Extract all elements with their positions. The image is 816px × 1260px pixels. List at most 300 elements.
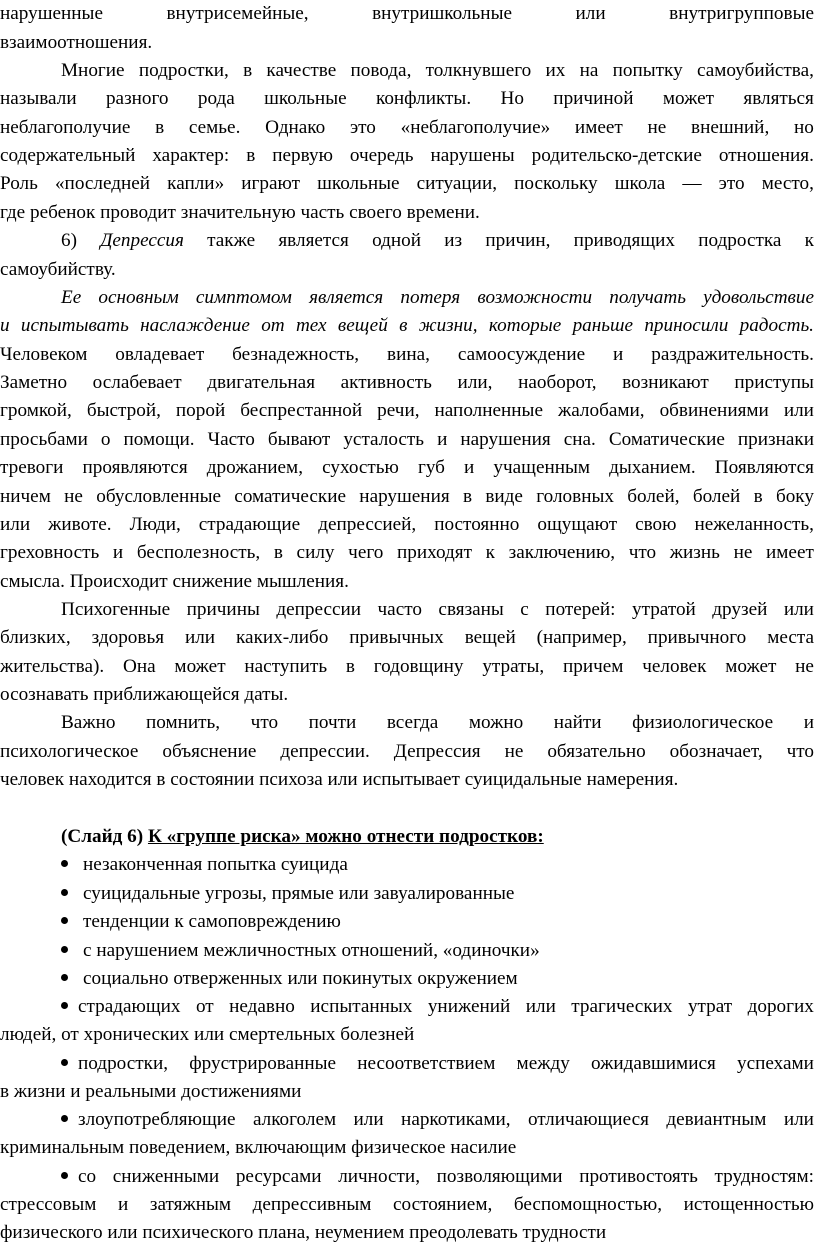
word: наступить bbox=[244, 656, 328, 677]
word: что bbox=[250, 712, 279, 733]
word: всегда bbox=[386, 712, 439, 733]
list-item bbox=[61, 851, 816, 879]
word: причиной bbox=[553, 88, 634, 109]
word: противостоять bbox=[579, 1166, 698, 1187]
word: одной bbox=[372, 230, 422, 251]
body-text-line bbox=[0, 426, 814, 454]
word: или bbox=[184, 627, 216, 648]
word: может bbox=[174, 656, 226, 677]
list-item bbox=[61, 1106, 814, 1134]
word: толкнувшего bbox=[425, 60, 532, 81]
word: или bbox=[575, 3, 606, 24]
list-item-text: суицидальные угрозы, прямые или завуалированные bbox=[83, 883, 515, 904]
word: или bbox=[783, 1109, 814, 1130]
word: рода bbox=[197, 88, 235, 109]
word: причины bbox=[186, 599, 260, 620]
word: подростка bbox=[698, 230, 782, 251]
bullet-icon bbox=[61, 917, 68, 924]
word: безнадежность, bbox=[232, 344, 360, 365]
list-item-text: людей, от хронических или смертельных болезней bbox=[0, 1024, 415, 1045]
word: состоянием, bbox=[392, 1194, 493, 1215]
word: испытывать bbox=[20, 315, 129, 336]
word: имеет bbox=[766, 542, 814, 563]
word: часто bbox=[377, 599, 422, 620]
body-text-line bbox=[0, 568, 816, 596]
word: фрустрированные bbox=[189, 1053, 337, 1074]
word: дыханием. bbox=[609, 457, 696, 478]
word: проявляются bbox=[82, 457, 188, 478]
word: виде bbox=[485, 486, 523, 507]
word: разного bbox=[105, 88, 169, 109]
word: это bbox=[349, 117, 376, 138]
word: ситуации, bbox=[416, 173, 498, 194]
word: каких-либо bbox=[236, 627, 329, 648]
word: (например, bbox=[536, 627, 627, 648]
word: греховность bbox=[0, 542, 100, 563]
word: сухостью bbox=[322, 457, 399, 478]
word: истощенностью bbox=[683, 1194, 814, 1215]
word: от bbox=[195, 996, 214, 1017]
body-text: самоубийству. bbox=[0, 259, 116, 280]
list-item-text: физического или психического плана, неумением преодолевать трудности bbox=[0, 1222, 607, 1243]
body-text-line bbox=[0, 511, 814, 539]
word: силу bbox=[296, 542, 335, 563]
word: Заметно bbox=[0, 372, 68, 393]
body-text: осознавать приближающейся даты. bbox=[0, 684, 289, 705]
word: бесполезность, bbox=[136, 542, 261, 563]
body-text-line bbox=[0, 483, 814, 511]
word: Психогенные bbox=[61, 599, 171, 620]
word: в bbox=[273, 542, 283, 563]
word: школьные bbox=[317, 173, 400, 194]
word: раньше bbox=[572, 315, 634, 336]
word: учащенным bbox=[493, 457, 591, 478]
word: ожидавшимися bbox=[591, 1053, 716, 1074]
word: в bbox=[243, 60, 253, 81]
word: не bbox=[64, 486, 83, 507]
word: повода, bbox=[350, 60, 412, 81]
word: места bbox=[767, 627, 814, 648]
word: годовщину bbox=[373, 656, 464, 677]
word: которые bbox=[488, 315, 562, 336]
word: близких, bbox=[0, 627, 71, 648]
bullet-icon bbox=[61, 1172, 68, 1179]
word: называли bbox=[0, 88, 77, 109]
word: приходят bbox=[396, 542, 472, 563]
word: из bbox=[444, 230, 463, 251]
word: активность bbox=[340, 372, 432, 393]
list-item bbox=[61, 1163, 814, 1191]
word: семье. bbox=[188, 117, 241, 138]
body-text-line bbox=[0, 624, 814, 652]
word: подростки, bbox=[138, 60, 229, 81]
word: вещей bbox=[464, 627, 516, 648]
list-item bbox=[61, 993, 814, 1021]
word: является bbox=[278, 230, 349, 251]
list-item-continuation bbox=[0, 1191, 814, 1219]
body-text-line bbox=[0, 397, 814, 425]
word: девиантным bbox=[666, 1109, 767, 1130]
word: с bbox=[520, 599, 529, 620]
word: быстрой, bbox=[86, 400, 161, 421]
word: почти bbox=[308, 712, 357, 733]
body-text-line bbox=[0, 114, 814, 142]
word: возможности bbox=[477, 287, 593, 308]
word: возникают bbox=[622, 372, 709, 393]
word: или bbox=[525, 996, 556, 1017]
word: от bbox=[261, 315, 285, 336]
word: и bbox=[437, 429, 448, 450]
word: и bbox=[464, 457, 475, 478]
word: первую bbox=[272, 145, 333, 166]
word: ослабевает bbox=[92, 372, 182, 393]
list-item-continuation bbox=[0, 1134, 816, 1162]
word: что bbox=[628, 542, 657, 563]
word: дорогих bbox=[747, 996, 814, 1017]
word: внутришкольные bbox=[372, 3, 512, 24]
list-item bbox=[61, 908, 816, 936]
word: в bbox=[246, 145, 256, 166]
word: отношения. bbox=[718, 145, 814, 166]
word: в bbox=[462, 486, 473, 507]
word: депрессии bbox=[276, 599, 362, 620]
word: трудностям: bbox=[714, 1166, 814, 1187]
word: самоубийства, bbox=[696, 60, 814, 81]
list-item bbox=[61, 1050, 814, 1078]
word: качестве bbox=[266, 60, 337, 81]
word: губ bbox=[417, 457, 445, 478]
word: внутригрупповые bbox=[669, 3, 814, 24]
word: беспомощностью, bbox=[513, 1194, 663, 1215]
word: вина, bbox=[387, 344, 430, 365]
word: утрат bbox=[687, 996, 733, 1017]
word: может bbox=[662, 88, 715, 109]
word: неблагополучие bbox=[0, 117, 131, 138]
word: может bbox=[725, 656, 777, 677]
word: это bbox=[718, 173, 745, 194]
word: физиологическое bbox=[632, 712, 774, 733]
word: жизни, bbox=[418, 315, 478, 336]
word: утратой bbox=[632, 599, 696, 620]
bullet-icon bbox=[61, 860, 68, 867]
word: тревоги bbox=[0, 457, 64, 478]
word: алкоголем bbox=[252, 1109, 337, 1130]
word: в bbox=[399, 315, 408, 336]
word: помощи. bbox=[123, 429, 195, 450]
word: их bbox=[545, 60, 566, 81]
word: являться bbox=[743, 88, 814, 109]
word: «неблагополучие» bbox=[400, 117, 551, 138]
word: Появляются bbox=[714, 457, 814, 478]
bullet-icon bbox=[61, 1115, 68, 1122]
word: обусловленные bbox=[96, 486, 221, 507]
slide-label: (Слайд 6) bbox=[61, 826, 148, 847]
word: к bbox=[804, 230, 814, 251]
word: не bbox=[647, 117, 667, 138]
body-text: где ребенок проводит значительную часть своего времени. bbox=[0, 202, 480, 223]
word: — bbox=[682, 173, 702, 194]
word: можно bbox=[468, 712, 524, 733]
word: и bbox=[118, 1194, 129, 1215]
word: наслаждение bbox=[140, 315, 250, 336]
word: страдающие bbox=[198, 514, 301, 535]
body-text-line bbox=[61, 596, 814, 624]
word: Ее bbox=[61, 287, 82, 308]
word: речи, bbox=[377, 400, 420, 421]
word: нарушенные bbox=[0, 3, 103, 24]
word: получать bbox=[609, 287, 686, 308]
word: объяснение bbox=[162, 741, 257, 762]
body-text-line bbox=[61, 284, 814, 312]
word: успехами bbox=[737, 1053, 814, 1074]
word: заключению, bbox=[508, 542, 616, 563]
word: утраты, bbox=[482, 656, 545, 677]
list-item-text: в жизни и реальными достижениями bbox=[0, 1081, 302, 1102]
body-text-line bbox=[61, 57, 814, 85]
word: жизнь bbox=[669, 542, 720, 563]
word: чего bbox=[348, 542, 384, 563]
word: соматические bbox=[234, 486, 346, 507]
word: человек bbox=[642, 656, 707, 677]
word: в bbox=[753, 486, 763, 507]
word: связаны bbox=[438, 599, 504, 620]
word: нарушены bbox=[430, 145, 515, 166]
word: Но bbox=[500, 88, 524, 109]
body-text-line bbox=[0, 454, 814, 482]
body-text-line bbox=[0, 29, 816, 57]
word: приводящих bbox=[573, 230, 675, 251]
list-item-text: с нарушением межличностных отношений, «одиночки» bbox=[83, 940, 540, 961]
list-item bbox=[61, 880, 816, 908]
word: сна. bbox=[563, 429, 596, 450]
body-text-line bbox=[0, 170, 814, 198]
word: потеря bbox=[400, 287, 461, 308]
word: наоборот, bbox=[518, 372, 597, 393]
word: между bbox=[516, 1053, 570, 1074]
bullet-icon bbox=[61, 946, 68, 953]
word: головных bbox=[536, 486, 614, 507]
list-item bbox=[61, 965, 816, 993]
word: нарушения bbox=[460, 429, 551, 450]
word: двигательная bbox=[207, 372, 316, 393]
word: ресурсами bbox=[235, 1166, 322, 1187]
word: жалобами, bbox=[557, 400, 645, 421]
word: в bbox=[155, 117, 165, 138]
word: симптомом bbox=[195, 287, 292, 308]
word: усталость bbox=[343, 429, 425, 450]
word: Часто bbox=[207, 429, 255, 450]
word: раздражительность. bbox=[651, 344, 814, 365]
word: также bbox=[207, 230, 256, 251]
word: причин, bbox=[485, 230, 551, 251]
word: затяжным bbox=[149, 1194, 232, 1215]
word: ничем bbox=[0, 486, 51, 507]
word: или bbox=[0, 514, 31, 535]
word: к bbox=[485, 542, 495, 563]
word: место, bbox=[761, 173, 814, 194]
word: Человеком bbox=[0, 344, 88, 365]
word: не bbox=[504, 741, 524, 762]
word: имеет bbox=[574, 117, 623, 138]
word: о bbox=[100, 429, 111, 450]
list-item-text: криминальным поведением, включающим физическое насилие bbox=[0, 1137, 517, 1158]
word: или bbox=[783, 400, 814, 421]
body-text-line bbox=[0, 681, 816, 709]
word: отличающиеся bbox=[527, 1109, 649, 1130]
word: депрессией, bbox=[318, 514, 417, 535]
word: но bbox=[794, 117, 814, 138]
list-item-text: незаконченная попытка суицида bbox=[83, 854, 348, 875]
word: Депрессия bbox=[393, 741, 481, 762]
word: подростки, bbox=[78, 1053, 169, 1074]
word: постоянно bbox=[434, 514, 520, 535]
word: Люди, bbox=[129, 514, 181, 535]
word: приносили bbox=[644, 315, 729, 336]
word: просьбами bbox=[0, 429, 88, 450]
body-text-line bbox=[0, 142, 814, 170]
word: удовольствие bbox=[703, 287, 814, 308]
body-text-line bbox=[0, 341, 814, 369]
word: стрессовым bbox=[0, 1194, 97, 1215]
word: радость. bbox=[739, 315, 814, 336]
word: в bbox=[345, 656, 355, 677]
word: животе. bbox=[48, 514, 112, 535]
word: Роль bbox=[0, 173, 38, 194]
word: боку bbox=[775, 486, 814, 507]
word: Многие bbox=[61, 60, 125, 81]
word: родительско-детские bbox=[531, 145, 702, 166]
word: Депрессия bbox=[100, 230, 184, 251]
word: характер: bbox=[152, 145, 230, 166]
word: нарушения bbox=[359, 486, 450, 507]
bullet-icon bbox=[61, 974, 68, 981]
word: депрессии. bbox=[280, 741, 370, 762]
word: жительства). bbox=[0, 656, 105, 677]
word: потерей: bbox=[545, 599, 616, 620]
word: школьные bbox=[264, 88, 347, 109]
word: беспрестанной bbox=[240, 400, 363, 421]
word: страдающих bbox=[78, 996, 181, 1017]
word: и bbox=[613, 344, 624, 365]
body-text: взаимоотношения. bbox=[0, 32, 153, 53]
bullet-icon bbox=[61, 889, 68, 896]
word: содержательный bbox=[0, 145, 136, 166]
word: болей bbox=[692, 486, 741, 507]
word: основным bbox=[98, 287, 179, 308]
list-item-text: тенденции к самоповреждению bbox=[83, 911, 341, 932]
word: депрессивным bbox=[252, 1194, 372, 1215]
word: самоосуждение bbox=[457, 344, 586, 365]
word: 6) bbox=[61, 230, 77, 251]
word: сниженными bbox=[112, 1166, 220, 1187]
body-text-line bbox=[0, 256, 816, 284]
word: друзей bbox=[712, 599, 768, 620]
word: причем bbox=[563, 656, 624, 677]
word: играют bbox=[241, 173, 300, 194]
word: и bbox=[0, 315, 10, 336]
word: позволяющими bbox=[436, 1166, 563, 1187]
body-text: смысла. Происходит снижение мышления. bbox=[0, 571, 349, 592]
body-text-line bbox=[0, 369, 814, 397]
word: личности, bbox=[338, 1166, 420, 1187]
word: и bbox=[803, 712, 814, 733]
word: свою bbox=[635, 514, 677, 535]
word: недавно bbox=[229, 996, 295, 1017]
word: школа bbox=[614, 173, 666, 194]
body-text-line bbox=[0, 312, 814, 340]
body-text: человек находится в состоянии психоза или испытывает суицидальные намерения. bbox=[0, 769, 679, 790]
list-item-continuation bbox=[0, 1021, 816, 1049]
word: вещей bbox=[337, 315, 388, 336]
slide-heading bbox=[61, 823, 816, 851]
word: не bbox=[733, 542, 753, 563]
word: или, bbox=[457, 372, 493, 393]
word: испытанных bbox=[310, 996, 413, 1017]
word: найти bbox=[553, 712, 602, 733]
word: приступы bbox=[734, 372, 814, 393]
word: внутрисемейные, bbox=[166, 3, 309, 24]
word: капли» bbox=[167, 173, 225, 194]
word: что bbox=[786, 741, 814, 762]
body-text-line bbox=[0, 0, 814, 28]
word: конфликты. bbox=[375, 88, 472, 109]
risk-group-title: К «группе риска» можно отнести подростков: bbox=[147, 826, 544, 847]
word: обозначает, bbox=[669, 741, 763, 762]
word: несоответствием bbox=[357, 1053, 496, 1074]
body-text-line bbox=[0, 199, 816, 227]
word: обязательно bbox=[547, 741, 646, 762]
word: на bbox=[579, 60, 599, 81]
list-item-continuation bbox=[0, 1078, 816, 1106]
word: тех bbox=[295, 315, 327, 336]
word: громкой, bbox=[0, 400, 72, 421]
word: бывают bbox=[267, 429, 331, 450]
word: Соматические bbox=[608, 429, 725, 450]
body-text-line bbox=[0, 539, 814, 567]
word: дрожанием, bbox=[206, 457, 303, 478]
body-text-line bbox=[0, 653, 814, 681]
bullet-icon bbox=[61, 1002, 68, 1009]
word: наполненные bbox=[434, 400, 543, 421]
list-item bbox=[61, 937, 816, 965]
word: является bbox=[309, 287, 384, 308]
word: унижений bbox=[427, 996, 511, 1017]
word: попытку bbox=[612, 60, 683, 81]
list-item-text: социально отверженных или покинутых окружением bbox=[83, 968, 518, 989]
word: или bbox=[353, 1109, 384, 1130]
list-item-continuation bbox=[0, 1219, 816, 1247]
body-text-line bbox=[0, 766, 816, 794]
word: Важно bbox=[61, 712, 116, 733]
word: не bbox=[795, 656, 814, 677]
word: очередь bbox=[349, 145, 414, 166]
word: «последней bbox=[54, 173, 151, 194]
word: ощущают bbox=[537, 514, 618, 535]
word: Однако bbox=[265, 117, 326, 138]
word: внешний, bbox=[691, 117, 770, 138]
word: и bbox=[112, 542, 124, 563]
word: злоупотребляющие bbox=[78, 1109, 236, 1130]
word: нежеланность, bbox=[694, 514, 814, 535]
word: обвинениями bbox=[659, 400, 769, 421]
body-text-line bbox=[0, 738, 814, 766]
word: здоровья bbox=[91, 627, 165, 648]
word: или bbox=[783, 599, 814, 620]
body-text-line bbox=[61, 227, 814, 255]
word: привычных bbox=[349, 627, 444, 648]
body-text-line bbox=[0, 85, 814, 113]
word: Она bbox=[122, 656, 156, 677]
